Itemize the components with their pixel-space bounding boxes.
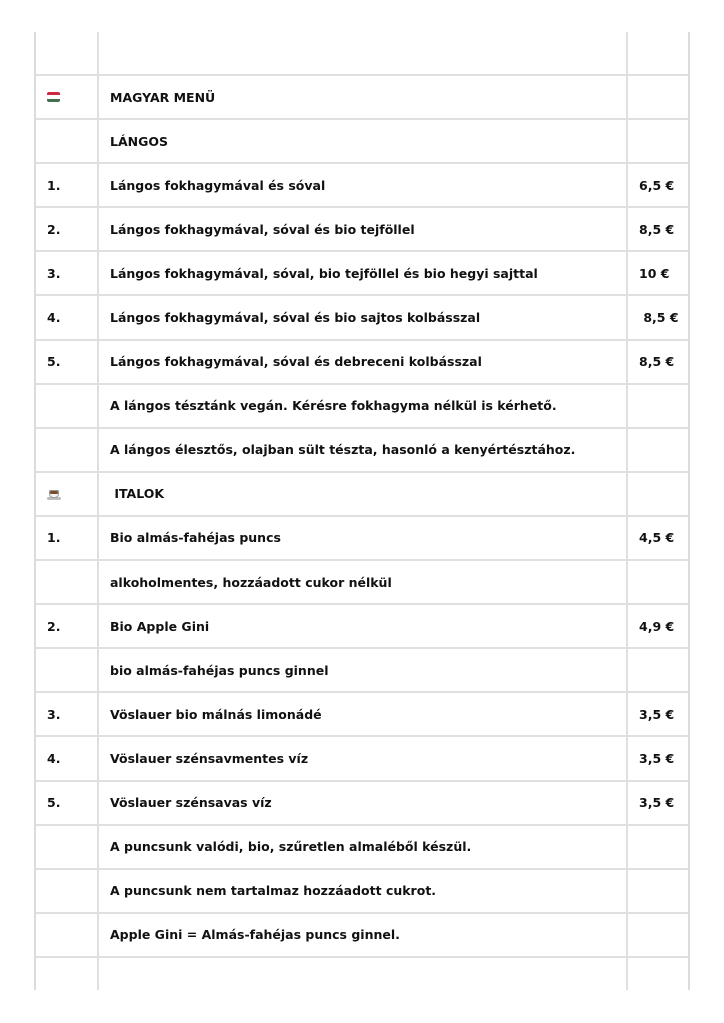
menu-item-row [36,517,688,561]
menu-item-row [36,252,688,296]
item-price: 4,9 € [639,618,675,634]
item-price: 4,5 € [639,530,675,546]
item-number: 5. [36,782,99,824]
item-number: 2. [36,605,99,647]
menu-item-row [36,693,688,737]
section-header-drinks [36,473,688,517]
item-name: Lángos fokhagymával, sóval és bio tejföllel [99,208,628,250]
item-price: 3,5 € [639,706,675,722]
item-number: 4. [36,737,99,779]
hot-beverage-icon [47,488,61,500]
item-description: bio almás-fahéjas puncs ginnel [99,649,628,691]
note-text: A puncsunk nem tartalmaz hozzáadott cukrot. [99,870,628,912]
section-subtitle-row [36,120,688,164]
item-number: 4. [36,296,99,338]
item-name: Lángos fokhagymával, sóval, bio tejföllel és bio hegyi sajttal [99,252,628,294]
item-name: Lángos fokhagymával, sóval és debreceni kolbásszal [99,341,628,383]
menu-item-row [36,164,688,208]
menu-item-row [36,296,688,340]
item-price: 3,5 € [639,795,675,811]
item-description-row [36,649,688,693]
hungary-flag-icon [47,92,60,102]
empty-row-bottom [36,958,688,990]
item-number: 5. [36,341,99,383]
item-number: 1. [36,517,99,559]
item-name: Bio Apple Gini [99,605,628,647]
item-name: Vöslauer szénsavas víz [99,782,628,824]
item-number: 1. [36,164,99,206]
menu-item-row [36,782,688,826]
note-text: A lángos élesztős, olajban sült tészta, hasonló a kenyértésztához. [99,429,628,471]
item-price: 6,5 € [639,177,675,193]
item-name: Vöslauer szénsavmentes víz [99,737,628,779]
item-price: 8,5 € [639,354,675,370]
item-name: Lángos fokhagymával és sóval [99,164,628,206]
item-price: 3,5 € [639,750,675,766]
item-price: 10 € [639,265,670,281]
note-row [36,914,688,958]
item-number: 3. [36,693,99,735]
item-price: 8,5 € [639,310,679,326]
note-text: Apple Gini = Almás-fahéjas puncs ginnel. [99,914,628,956]
item-description-row [36,561,688,605]
section-subtitle: LÁNGOS [99,120,628,162]
menu-item-row [36,208,688,252]
item-description: alkoholmentes, hozzáadott cukor nélkül [99,561,628,603]
menu-item-row [36,605,688,649]
note-row [36,870,688,914]
note-row [36,429,688,473]
section-title: ITALOK [99,473,628,515]
item-number: 2. [36,208,99,250]
section-title: MAGYAR MENÜ [99,76,628,118]
menu-table [34,32,690,990]
note-row [36,826,688,870]
note-row [36,385,688,429]
note-text: A lángos tésztánk vegán. Kérésre fokhagyma nélkül is kérhető. [99,385,628,427]
empty-row-top [36,32,688,76]
menu-item-row [36,341,688,385]
item-name: Bio almás-fahéjas puncs [99,517,628,559]
note-text: A puncsunk valódi, bio, szűretlen almaléből készül. [99,826,628,868]
item-number: 3. [36,252,99,294]
item-name: Vöslauer bio málnás limonádé [99,693,628,735]
menu-item-row [36,737,688,781]
section-header-hungarian [36,76,688,120]
item-price: 8,5 € [639,221,675,237]
item-name: Lángos fokhagymával, sóval és bio sajtos kolbásszal [99,296,628,338]
